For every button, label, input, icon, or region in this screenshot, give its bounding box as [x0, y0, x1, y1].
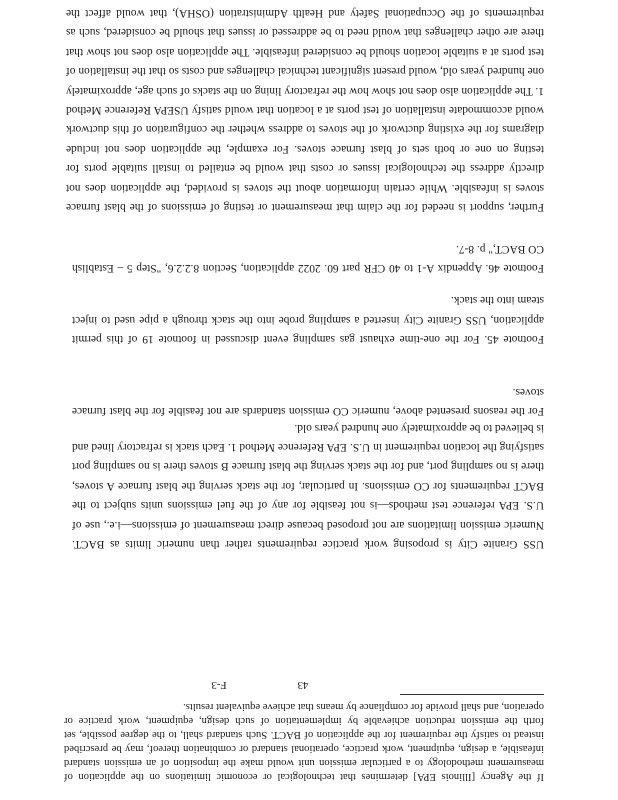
paragraph-footnote-46: Footnote 46. Appendix A-1 to 40 CFR part 60. 2022 application, Section 8.2.2.6, "Step 5 – Establish CO BACT," p. 8-7. [72, 242, 544, 274]
paragraph-further-support: Further, support is needed for the claim that measurement or testing of emissions of the blast furnace stoves is infeasible. While certain information about the stoves is provided, the application does not directly address the technological issues or costs that would be entailed to install suitable ports for testing on one or both sets of blast furnace stoves. For example, the application does not include diagrams for the existing ductwork of the stoves to address whether the configuration of this ductwork would accommodate installation of test ports at a location that would satisfy USEPA Reference Method 1. The application also does not show how the refractory lining on the stacks of such age, approximately one hundred years old, would present significant technical challenges and costs so that the installation of test ports at a suitable location should be considered infeasible. The application also does not show that there are other challenges that would need to be addressed or issues that should be considered, such as requirements of the Occupational Safety and Health Administration (OSHA), that would affect the [66, 6, 544, 213]
footnote-divider [400, 694, 544, 695]
page-number: 43 [297, 679, 309, 691]
footnote-quote: If the Agency [Illinois EPA] determines that technological or economic limitations on the application of measurement methodology to a particular emission unit would make the imposition of an emission standard infeasible, a design, equipment, work practice, operational standard or combination thereof, may be prescribed instead to satisfy the requirement for the application of BACT. Such standard shall, to the degree possible, set forth the emission reduction achievable by implementation of such design, equipment, work practice or operation, and shall provide for compliance by means that achieve equivalent results. [64, 701, 544, 782]
page-number-appendix: F-3 [211, 679, 227, 691]
paragraph-conclusion: For the reasons presented above, numeric CO emission standards are not feasible for the blast furnace stoves. [72, 385, 544, 417]
paragraph-work-practice: USS Granite City is proposing work practice requirements rather than numeric limits as BACT. Numeric emission limitations are not proposed because direct measurement of emissions—i.e., use of U.S. EPA reference test methods—is not feasible for any of the fuel emissions units subject to the BACT requirements for CO emissions. In particular, for the stack serving the blast furnace A stoves, there is no sampling port, and for the stack serving the blast furnace B stoves there is no sampling port satisfying the location requirement in U.S. EPA Reference Method 1. Each stack is refractory lined and is believed to be approximately one hundred years old. [72, 421, 544, 550]
paragraph-footnote-45: Footnote 45. For the one-time exhaust gas sampling event discussed in footnote 19 of this permit application, USS Granite City inserted a sampling probe into the stack through a pipe used to inject steam into the stack. [72, 294, 544, 345]
